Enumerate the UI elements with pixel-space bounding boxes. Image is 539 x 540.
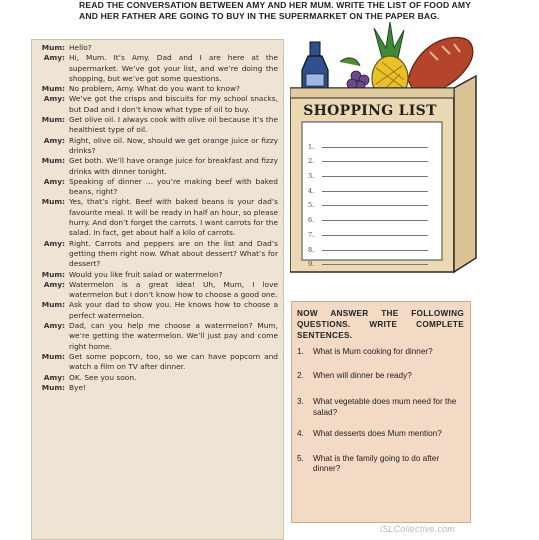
dialogue-line	[36, 197, 278, 238]
watermark-text: iSLCollective.com	[380, 524, 455, 534]
shopping-list-title: SHOPPING LIST	[303, 103, 437, 119]
shopping-list	[308, 136, 428, 268]
speaker-label: Mum:	[41, 382, 65, 392]
dialogue-line	[36, 84, 278, 94]
shopping-list-row	[308, 239, 428, 254]
questions-list	[297, 347, 464, 475]
speaker-label: Amy:	[43, 321, 65, 331]
dialogue-text: Dad, can you help me choose a watermelon? Mum, we’re getting the watermelon. We’ll just pay and come right home.	[69, 321, 278, 351]
dialogue-text: Get some popcorn, too, so we can have popcorn and watch a film on TV after dinner.	[69, 351, 278, 372]
answer-line[interactable]	[322, 169, 428, 177]
question-text: When will dinner be ready?	[313, 370, 412, 380]
dialogue-line	[36, 177, 278, 198]
question-item	[297, 371, 464, 382]
question-item	[297, 397, 464, 418]
shopping-list-row	[308, 165, 428, 180]
speaker-label: Mum:	[41, 115, 65, 125]
speaker-label: Amy:	[43, 279, 65, 289]
dialogue-line	[36, 280, 278, 301]
question-text: What vegetable does mum need for the salad?	[313, 397, 457, 417]
shopping-list-number: 2.	[308, 157, 315, 166]
question-item	[297, 429, 464, 440]
dialogue-text: Bye!	[69, 382, 86, 392]
dialogue-text: Right. Carrots and peppers are on the list and Dad’s getting them right now. What about dessert? What’s for dessert?	[69, 238, 278, 269]
grapes-icon	[340, 58, 369, 91]
answer-line[interactable]	[322, 154, 428, 162]
questions-title: NOW ANSWER THE FOLLOWING QUESTIONS. WRITE COMPLETE SENTENCES.	[297, 309, 464, 340]
speaker-label: Amy:	[43, 135, 65, 145]
question-number: 3.	[297, 397, 304, 406]
dialogue-text: Watermelon is a great idea! Uh, Mum, I love watermelon but I don’t know how to choose a good one.	[69, 279, 278, 300]
speaker-label: Amy:	[43, 94, 65, 104]
speaker-label: Mum:	[41, 84, 65, 94]
speaker-label: Amy:	[43, 372, 65, 382]
shopping-list-row	[308, 224, 428, 239]
question-number: 4.	[297, 429, 304, 438]
dialogue-text: Hello?	[69, 43, 92, 52]
dialogue-text: Speaking of dinner … you’re making beef with baked beans, right?	[69, 176, 278, 197]
question-item	[297, 454, 464, 475]
speaker-label: Mum:	[41, 351, 65, 361]
dialogue-line	[36, 94, 278, 115]
speaker-label: Amy:	[43, 176, 65, 186]
dialogue-text: Right, olive oil. Now, should we get orange juice or fizzy drinks?	[69, 135, 278, 155]
dialogue-text: Ask your dad to show you. He knows how to choose a perfect watermelon.	[69, 300, 278, 320]
question-text: What is the family going to do after dinner?	[313, 453, 440, 473]
question-number: 5.	[297, 453, 304, 463]
answer-line[interactable]	[322, 257, 428, 265]
shopping-list-row	[308, 209, 428, 224]
shopping-list-row	[308, 180, 428, 195]
speaker-label: Mum:	[41, 269, 65, 279]
shopping-list-number: 5.	[308, 201, 315, 210]
question-item	[297, 347, 464, 358]
speaker-label: Mum:	[41, 300, 65, 310]
shopping-list-number: 3.	[308, 172, 315, 181]
dialogue-text: We’ve got the crisps and biscuits for my school snacks, but Dad and I don’t know what type of oil to buy.	[69, 94, 278, 114]
shopping-list-number: 9.	[308, 260, 315, 269]
dialogue-text: Would you like fruit salad or watermelon?	[69, 269, 223, 279]
shopping-list-number: 4.	[308, 186, 315, 195]
dialogue-text: Hi, Mum. It’s Amy. Dad and I are here at the supermarket. We’ve got your list, and we’re doing the shopping, but we’ve got some questions.	[69, 53, 278, 83]
shopping-list-row	[308, 151, 428, 166]
dialogue-line	[36, 43, 278, 53]
dialogue-line	[36, 352, 278, 373]
answer-line[interactable]	[322, 184, 428, 192]
dialogue-line	[36, 373, 278, 383]
answer-line[interactable]	[322, 243, 428, 251]
speaker-label: Mum:	[41, 197, 65, 207]
dialogue-line	[36, 300, 278, 321]
dialogue-line	[36, 383, 278, 393]
shopping-list-number: 1.	[308, 142, 315, 151]
dialogue-line	[36, 321, 278, 352]
dialogue-panel	[31, 39, 284, 540]
question-number: 1.	[297, 347, 304, 356]
dialogue-line	[36, 239, 278, 270]
speaker-label: Mum:	[41, 43, 65, 52]
shopping-list-number: 8.	[308, 245, 315, 254]
shopping-list-number: 6.	[308, 216, 315, 225]
dialogue-text: Yes, that’s right. Beef with baked beans is your dad’s favourite meal. It will be ready in half an hour, so please hurry. And don’t forget the carrots. I want carrots for the salad. In fact, get about half a kilo of carrots.	[69, 197, 278, 238]
dialogue-text: No problem, Amy. What do you want to know?	[69, 84, 240, 94]
shopping-list-row	[308, 136, 428, 151]
speaker-label: Mum:	[41, 156, 65, 166]
instructions-text: READ THE CONVERSATION BETWEEN AMY AND HER MUM. WRITE THE LIST OF FOOD AMY AND HER FATHER ARE GOING TO BUY IN THE SUPERMARKET ON THE PAPER BAG.	[79, 0, 471, 21]
dialogue-text: Get both. We’ll have orange juice for breakfast and fizzy drinks with dinner tonight.	[69, 156, 278, 176]
answer-line[interactable]	[322, 198, 428, 206]
dialogue-line	[36, 156, 278, 177]
questions-panel	[291, 301, 471, 523]
dialogue-line	[36, 270, 278, 280]
answer-line[interactable]	[322, 228, 428, 236]
speaker-label: Amy:	[43, 53, 65, 63]
answer-line[interactable]	[322, 213, 428, 221]
question-number: 2.	[297, 370, 304, 380]
dialogue-line	[36, 53, 278, 84]
shopping-list-number: 7.	[308, 230, 315, 239]
answer-line[interactable]	[322, 140, 428, 148]
question-text: What desserts does Mum mention?	[313, 429, 442, 438]
shopping-list-row	[308, 254, 428, 269]
speaker-label: Amy:	[43, 238, 65, 248]
question-text: What is Mum cooking for dinner?	[313, 347, 433, 356]
shopping-list-row	[308, 195, 428, 210]
dialogue-line	[36, 136, 278, 157]
dialogue-text: OK. See you soon.	[69, 372, 137, 382]
dialogue-text: Get olive oil. I always cook with olive oil because it’s the healthiest type of oil.	[69, 115, 278, 135]
dialogue-line	[36, 115, 278, 136]
